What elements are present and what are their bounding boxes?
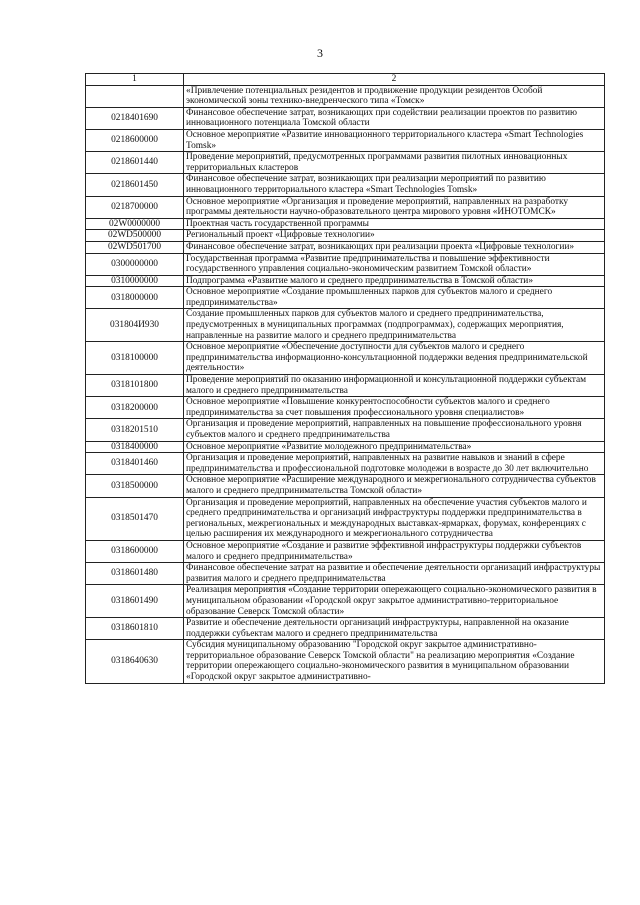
budget-classification-table	[85, 73, 605, 684]
table-row	[86, 309, 605, 342]
row-name-cell: «Привлечение потенциальных резидентов и продвижение продукции резидентов Особой экономической зоны технико-внедренческого типа «Томск»	[184, 85, 605, 107]
row-code-cell: 0318601490	[86, 585, 184, 618]
table-row	[86, 129, 605, 151]
table-row	[86, 152, 605, 174]
table-row	[86, 441, 605, 453]
row-code-cell: 0318101800	[86, 375, 184, 397]
row-code-cell: 0218601450	[86, 174, 184, 196]
column-header-name: 2	[184, 74, 605, 86]
row-name-cell: Реализация мероприятия «Создание территории опережающего социально-экономического развития в муниципальном образовании «Городской округ закрытое административно-территориальное образование Северск Томской области»	[184, 585, 605, 618]
row-name-cell: Основное мероприятие «Создание и развитие эффективной инфраструктуры поддержки субъектов малого и среднего предпринимательства»	[184, 540, 605, 562]
row-code-cell: 0310000000	[86, 275, 184, 287]
row-name-cell: Организация и проведение мероприятий, направленных на развитие навыков и знаний в сфере предпринимательства и профессиональной подготовке молодежи в возрасте до 30 лет включительно	[184, 453, 605, 475]
table-row	[86, 563, 605, 585]
row-code-cell: 02WD500000	[86, 230, 184, 242]
table-row	[86, 375, 605, 397]
row-name-cell: Организация и проведение мероприятий, направленных на обеспечение участия субъектов малого и среднего предпринимательства и организаций инфраструктуры поддержки предпринимательства в региональных, межрегиональных и международных выставках-ярмарках, форумах, конференциях с целью расширения их международного и межрегионального сотрудничества	[184, 497, 605, 540]
row-name-cell: Финансовое обеспечение затрат на развитие и обеспечение деятельности организаций инфраструктуры развития малого и среднего предпринимательства	[184, 563, 605, 585]
row-name-cell: Финансовое обеспечение затрат, возникающих при реализации проекта «Цифровые технологии»	[184, 241, 605, 253]
row-code-cell: 0300000000	[86, 253, 184, 275]
row-code-cell: 0218401690	[86, 107, 184, 129]
row-name-cell: Основное мероприятие «Создание промышленных парков для субъектов малого и среднего предпринимательства»	[184, 287, 605, 309]
table-row	[86, 585, 605, 618]
table-row	[86, 218, 605, 230]
row-code-cell: 0218600000	[86, 129, 184, 151]
row-code-cell: 0218700000	[86, 196, 184, 218]
row-name-cell: Развитие и обеспечение деятельности организаций инфраструктуры, направленной на оказание поддержки субъектам малого и среднего предпринимательства	[184, 618, 605, 640]
table-row	[86, 497, 605, 540]
row-code-cell: 0318640630	[86, 640, 184, 683]
table-row	[86, 475, 605, 497]
row-name-cell: Организация и проведение мероприятий, направленных на повышение профессионального уровня субъектов малого и среднего предпринимательства	[184, 419, 605, 441]
row-code-cell: 0318500000	[86, 475, 184, 497]
table-row	[86, 540, 605, 562]
table-row	[86, 342, 605, 375]
row-code-cell: 0318000000	[86, 287, 184, 309]
page-number: 3	[317, 46, 323, 60]
table-row	[86, 85, 605, 107]
row-name-cell: Основное мероприятие «Обеспечение доступности для субъектов малого и среднего предпринимательства информационно-консультационной поддержки ведения предпринимательской деятельности»	[184, 342, 605, 375]
table-row	[86, 241, 605, 253]
table-row	[86, 640, 605, 683]
row-name-cell: Региональный проект «Цифровые технологии»	[184, 230, 605, 242]
row-name-cell: Основное мероприятие «Повышение конкурентоспособности субъектов малого и среднего предпринимательства за счет повышения профессионального уровня специалистов»	[184, 397, 605, 419]
row-name-cell: Проектная часть государственной программы	[184, 218, 605, 230]
table-header-row	[86, 74, 605, 86]
row-code-cell: 0318100000	[86, 342, 184, 375]
row-code-cell: 0318201510	[86, 419, 184, 441]
row-code-cell	[86, 85, 184, 107]
table-row	[86, 253, 605, 275]
row-name-cell: Основное мероприятие «Развитие инновационного территориального кластера «Smart Technologies Tomsk»	[184, 129, 605, 151]
row-name-cell: Основное мероприятие «Развитие молодежного предпринимательства»	[184, 441, 605, 453]
table-body	[86, 85, 605, 683]
column-header-code: 1	[86, 74, 184, 86]
row-name-cell: Основное мероприятие «Расширение международного и межрегионального сотрудничества субъектов малого и среднего предпринимательства Томской области»	[184, 475, 605, 497]
table-row	[86, 107, 605, 129]
table-row	[86, 453, 605, 475]
table-row	[86, 618, 605, 640]
row-name-cell: Проведение мероприятий по оказанию информационной и консультационной поддержки субъектам малого и среднего предпринимательства	[184, 375, 605, 397]
table-row	[86, 275, 605, 287]
row-name-cell: Субсидия муниципальному образованию "Городской округ закрытое административно-территориальное образование Северск Томской области" на реализацию мероприятия «Создание территории опережающего социально-экономического развития в муниципальном образовании «Городской округ закрытое административно-	[184, 640, 605, 683]
table-row	[86, 196, 605, 218]
row-code-cell: 0318401460	[86, 453, 184, 475]
row-code-cell: 031804И930	[86, 309, 184, 342]
row-code-cell: 0318400000	[86, 441, 184, 453]
row-name-cell: Государственная программа «Развитие предпринимательства и повышение эффективности государственного управления социально-экономическим развитием Томской области»	[184, 253, 605, 275]
row-name-cell: Создание промышленных парков для субъектов малого и среднего предпринимательства, предусмотренных в муниципальных программах (подпрограммах), содержащих мероприятия, направленные на развитие малого и среднего предпринимательства	[184, 309, 605, 342]
row-code-cell: 0318501470	[86, 497, 184, 540]
row-name-cell: Финансовое обеспечение затрат, возникающих при содействии реализации проектов по развитию инновационного потенциала Томской области	[184, 107, 605, 129]
row-code-cell: 0318200000	[86, 397, 184, 419]
table-row	[86, 419, 605, 441]
row-code-cell: 0318600000	[86, 540, 184, 562]
row-name-cell: Подпрограмма «Развитие малого и среднего предпринимательства в Томской области»	[184, 275, 605, 287]
row-name-cell: Основное мероприятие «Организация и проведение мероприятий, направленных на разработку программы деятельности научно-образовательного центра мирового уровня «ИНОТОМСК»	[184, 196, 605, 218]
table-row	[86, 287, 605, 309]
row-code-cell: 02W0000000	[86, 218, 184, 230]
table-row	[86, 397, 605, 419]
row-code-cell: 0218601440	[86, 152, 184, 174]
row-code-cell: 0318601810	[86, 618, 184, 640]
row-name-cell: Проведение мероприятий, предусмотренных программами развития пилотных инновационных территориальных кластеров	[184, 152, 605, 174]
table-row	[86, 174, 605, 196]
table-row	[86, 230, 605, 242]
row-name-cell: Финансовое обеспечение затрат, возникающих при реализации мероприятий по развитию инновационного территориального кластера «Smart Technologies Tomsk»	[184, 174, 605, 196]
row-code-cell: 0318601480	[86, 563, 184, 585]
row-code-cell: 02WD501700	[86, 241, 184, 253]
